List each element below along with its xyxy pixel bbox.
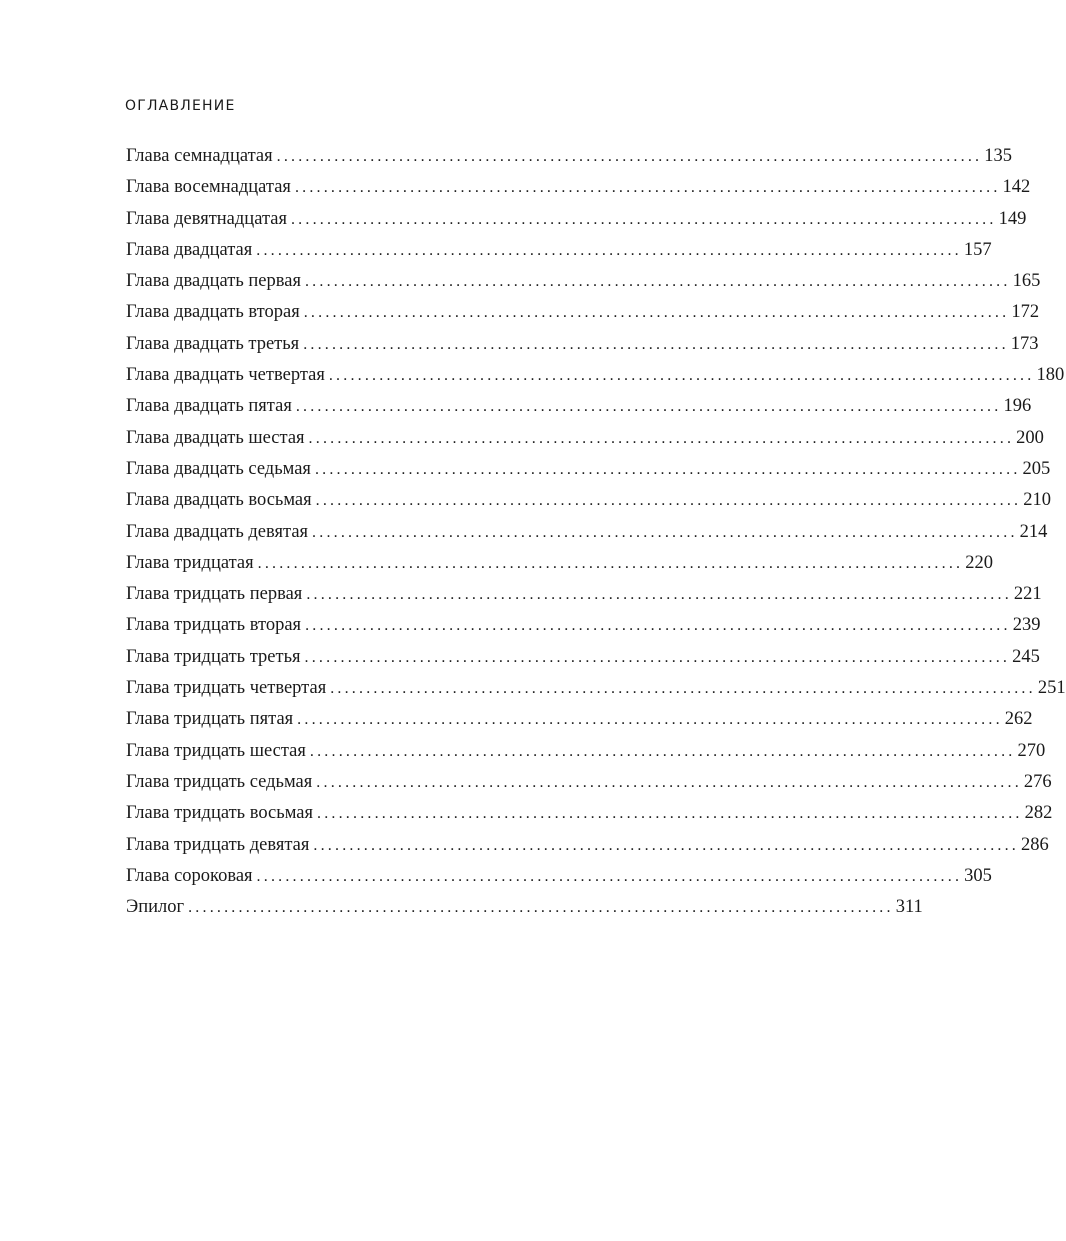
chapter-title: Глава тридцатая	[126, 552, 254, 573]
chapter-title: Глава тридцать первая	[126, 584, 303, 605]
dot-leader: ..................................................................................................	[316, 773, 1022, 791]
chapter-title: Глава тридцать вторая	[126, 615, 302, 636]
list-item	[126, 302, 1040, 333]
chapter-title: Глава двадцать первая	[126, 271, 301, 292]
chapter-title: Глава двадцать шестая	[126, 427, 305, 448]
page-number: 220	[965, 552, 993, 573]
dot-leader: ..................................................................................................	[328, 367, 1035, 385]
dot-leader: ..................................................................................................	[308, 429, 1015, 447]
chapter-title: Глава тридцать восьмая	[126, 803, 313, 824]
dot-leader: ..................................................................................................	[315, 492, 1022, 510]
dot-leader: ..................................................................................................	[295, 398, 1002, 416]
list-item	[126, 239, 992, 271]
list-item	[126, 490, 1052, 521]
dot-leader: ..................................................................................................	[256, 241, 962, 259]
dot-leader: ..................................................................................................	[294, 179, 1001, 197]
page-number: 239	[1012, 615, 1041, 636]
chapter-title: Глава двадцать четвертая	[126, 365, 325, 386]
list-item	[126, 865, 992, 897]
page-number: 196	[1003, 396, 1032, 417]
list-item	[126, 396, 1032, 427]
list-item	[126, 709, 1033, 740]
chapter-title: Глава тридцать третья	[126, 646, 301, 667]
chapter-title: Глава двадцатая	[126, 239, 253, 260]
chapter-title: Глава семнадцатая	[126, 146, 273, 166]
chapter-title: Глава двадцать девятая	[126, 521, 309, 542]
chapter-title: Глава восемнадцатая	[126, 177, 291, 198]
chapter-title: Глава девятнадцатая	[126, 208, 287, 229]
page-number: 262	[1004, 709, 1033, 730]
dot-leader: ..................................................................................................	[330, 680, 1036, 698]
list-item	[126, 365, 1065, 396]
list-item	[126, 897, 923, 928]
list-item	[126, 333, 1039, 365]
chapter-title: Глава двадцать вторая	[126, 302, 300, 323]
page-number: 173	[1010, 333, 1039, 354]
chapter-title: Глава тридцать девятая	[126, 834, 310, 855]
page-number: 286	[1021, 834, 1049, 855]
dot-leader: ..................................................................................................	[188, 899, 894, 917]
page-number: 214	[1019, 521, 1048, 542]
list-item	[126, 646, 1040, 678]
dot-leader: ..................................................................................................	[305, 617, 1011, 635]
list-item	[126, 834, 1049, 866]
list-item	[126, 803, 1053, 834]
list-item	[126, 740, 1046, 772]
dot-leader: ..................................................................................................	[314, 460, 1021, 478]
page-number: 221	[1013, 584, 1042, 605]
page-number: 276	[1023, 771, 1052, 792]
list-item	[126, 771, 1052, 803]
dot-leader: ..................................................................................................	[257, 554, 964, 572]
page-number: 245	[1012, 646, 1040, 667]
page-number: 282	[1024, 803, 1053, 824]
list-item	[126, 271, 1041, 302]
table-of-contents	[126, 146, 1066, 928]
dot-leader: ..................................................................................................	[276, 148, 983, 165]
page-number: 270	[1017, 740, 1046, 761]
dot-leader: ..................................................................................................	[304, 648, 1011, 666]
chapter-title: Глава двадцать восьмая	[126, 490, 312, 511]
chapter-title: Глава тридцать седьмая	[126, 771, 313, 792]
chapter-title: Глава двадцать третья	[126, 333, 300, 354]
dot-leader: ..................................................................................................	[297, 711, 1003, 729]
page-number: 311	[895, 897, 923, 918]
page-number: 157	[963, 239, 992, 260]
page-number: 172	[1011, 302, 1040, 323]
list-item	[126, 427, 1044, 459]
chapter-title: Глава тридцать пятая	[126, 709, 294, 730]
page-number: 205	[1022, 458, 1051, 479]
page-number: 142	[1002, 177, 1031, 198]
dot-leader: ..................................................................................................	[290, 210, 997, 228]
chapter-title: Глава сороковая	[126, 865, 253, 886]
list-item	[126, 584, 1042, 615]
dot-leader: ..................................................................................................	[317, 805, 1023, 823]
list-item	[126, 208, 1027, 240]
list-item	[126, 678, 1066, 709]
page-number: 251	[1037, 678, 1066, 699]
list-item	[126, 458, 1051, 490]
list-item	[126, 552, 993, 584]
list-item	[126, 146, 1012, 177]
page-title: ОГЛАВЛЕНИЕ	[125, 98, 236, 114]
dot-leader: ..................................................................................................	[309, 742, 1016, 760]
chapter-title: Глава двадцать пятая	[126, 396, 292, 417]
dot-leader: ..................................................................................................	[303, 304, 1010, 322]
chapter-title: Глава тридцать четвертая	[126, 678, 327, 699]
page-number: 149	[998, 208, 1027, 229]
page-number: 305	[964, 865, 992, 886]
list-item	[126, 521, 1048, 553]
dot-leader: ..................................................................................................	[303, 335, 1009, 353]
dot-leader: ..................................................................................................	[306, 586, 1012, 604]
dot-leader: ..................................................................................................	[313, 836, 1019, 854]
page-number: 200	[1016, 427, 1044, 448]
page-number: 210	[1023, 490, 1052, 511]
chapter-title: Глава тридцать шестая	[126, 740, 306, 761]
list-item	[126, 615, 1041, 646]
chapter-title: Глава двадцать седьмая	[126, 458, 311, 479]
dot-leader: ..................................................................................................	[256, 867, 963, 885]
page-number: 135	[984, 146, 1012, 166]
page-number: 180	[1036, 365, 1065, 386]
page-number: 165	[1012, 271, 1041, 292]
chapter-title: Эпилог	[126, 897, 185, 918]
dot-leader: ..................................................................................................	[304, 273, 1011, 291]
dot-leader: ..................................................................................................	[312, 523, 1018, 541]
list-item	[126, 177, 1031, 208]
